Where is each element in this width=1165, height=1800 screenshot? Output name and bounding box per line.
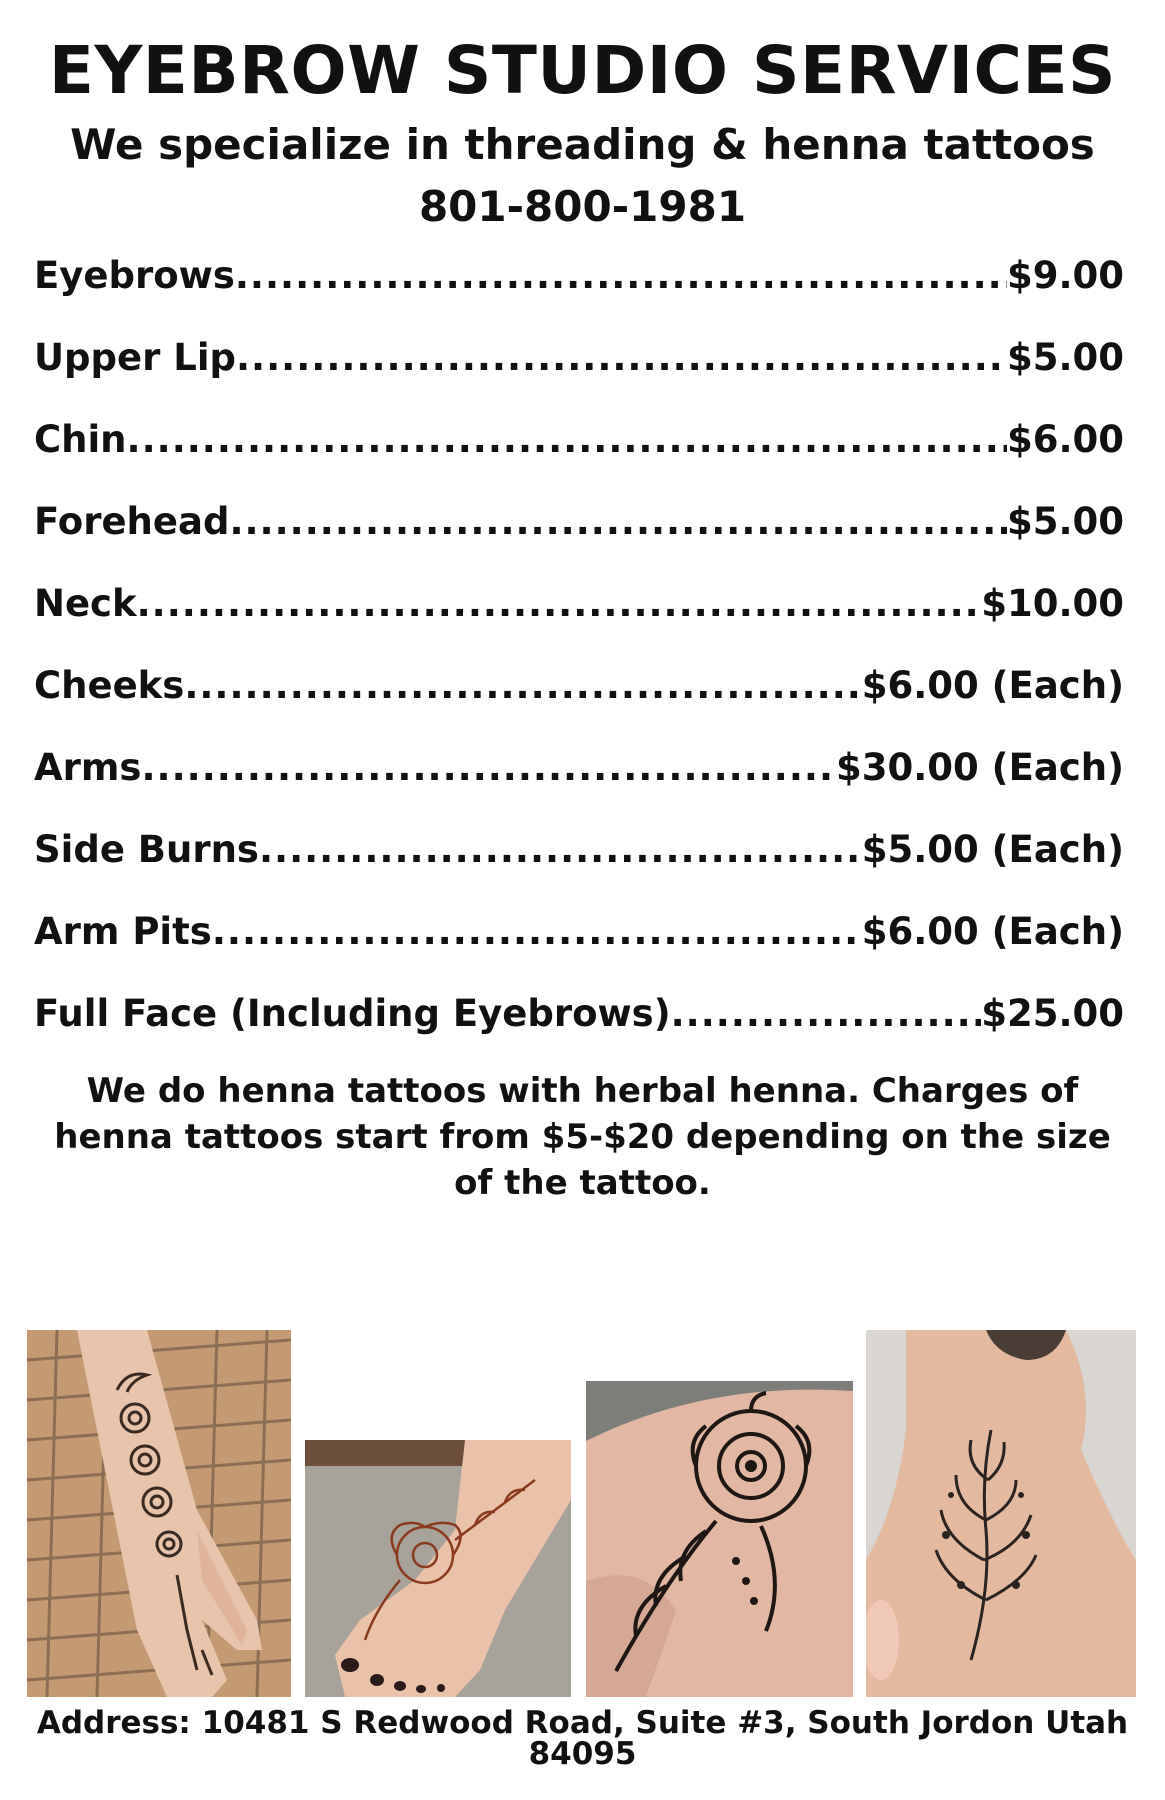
henna-pricing-note: We do henna tattoos with herbal henna. Charges of henna tattoos start from $5-$20 depending on the size of the tattoo. bbox=[54, 1071, 1111, 1203]
service-row bbox=[34, 908, 1124, 990]
dot-leader bbox=[212, 908, 862, 956]
henna-neck-photo bbox=[866, 1330, 1136, 1697]
dot-leader bbox=[127, 416, 1007, 464]
page-title: EYEBROW STUDIO SERVICES bbox=[48, 32, 1117, 109]
service-name: Forehead bbox=[34, 500, 230, 543]
service-row bbox=[34, 990, 1124, 1072]
service-name: Side Burns bbox=[34, 828, 259, 871]
service-name: Cheeks bbox=[34, 664, 185, 707]
dot-leader bbox=[236, 334, 1007, 382]
service-price: $5.00 (Each) bbox=[861, 828, 1124, 871]
dot-leader bbox=[671, 990, 982, 1038]
dot-leader bbox=[137, 580, 982, 628]
dot-leader bbox=[229, 498, 1007, 546]
service-price: $25.00 bbox=[981, 992, 1124, 1035]
service-price: $6.00 (Each) bbox=[861, 910, 1124, 953]
service-row bbox=[34, 416, 1124, 498]
phone-number: 801-800-1981 bbox=[418, 182, 747, 231]
service-name: Neck bbox=[34, 582, 137, 625]
service-price: $5.00 bbox=[1006, 336, 1124, 379]
service-price: $9.00 bbox=[1006, 254, 1124, 297]
henna-shoulder-photo bbox=[586, 1381, 853, 1697]
service-price: $30.00 (Each) bbox=[836, 746, 1124, 789]
service-row bbox=[34, 662, 1124, 744]
service-row bbox=[34, 580, 1124, 662]
service-price: $5.00 bbox=[1006, 500, 1124, 543]
service-name: Arm Pits bbox=[34, 910, 212, 953]
service-price: $10.00 bbox=[981, 582, 1124, 625]
service-name: Arms bbox=[34, 746, 142, 789]
service-row bbox=[34, 334, 1124, 416]
service-name: Eyebrows bbox=[34, 254, 235, 297]
address: Address: 10481 S Redwood Road, Suite #3, South Jordon Utah 84095 bbox=[36, 1705, 1129, 1772]
dot-leader bbox=[184, 662, 861, 710]
service-price: $6.00 (Each) bbox=[861, 664, 1124, 707]
dot-leader bbox=[141, 744, 836, 792]
service-row bbox=[34, 252, 1124, 334]
service-row bbox=[34, 498, 1124, 580]
service-name: Chin bbox=[34, 418, 127, 461]
dot-leader bbox=[235, 252, 1007, 300]
dot-leader bbox=[259, 826, 862, 874]
page-subtitle: We specialize in threading & henna tattoos bbox=[70, 120, 1095, 169]
service-price: $6.00 bbox=[1006, 418, 1124, 461]
service-row bbox=[34, 826, 1124, 908]
service-name: Upper Lip bbox=[34, 336, 236, 379]
henna-foot-photo bbox=[305, 1440, 571, 1697]
service-name: Full Face (Including Eyebrows) bbox=[34, 992, 671, 1035]
service-row bbox=[34, 744, 1124, 826]
henna-hand-photo bbox=[27, 1330, 291, 1697]
service-price-list bbox=[34, 252, 1124, 1072]
